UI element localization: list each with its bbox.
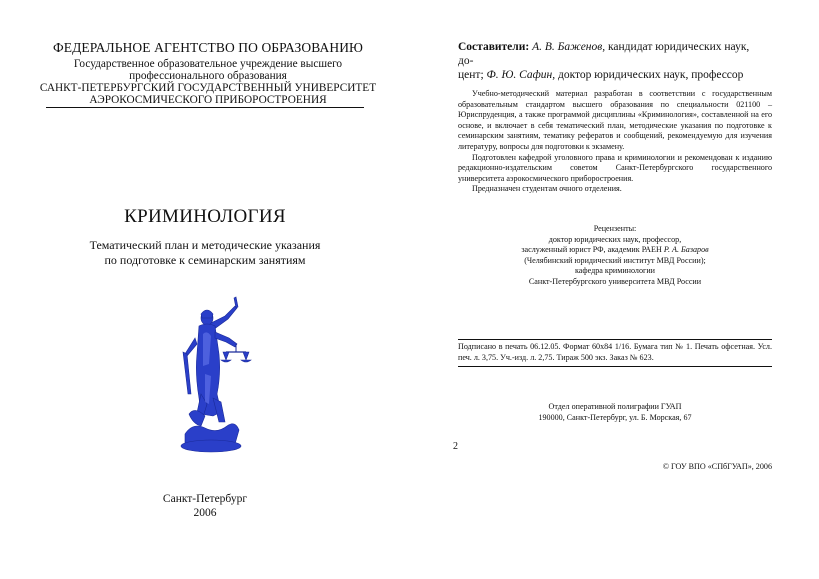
publication-city: Санкт-Петербург [162,493,248,505]
author-1-description-cont: цент; [458,69,487,81]
printshop-line-1: Отдел оперативной полиграфии ГУАП [548,402,682,411]
annotation-paragraph-3: Предназначен студентам очного отделения. [472,184,622,194]
subtitle-line-1: Тематический план и методические указания [89,238,321,252]
themis-statue-icon [165,294,255,454]
reviewer-line-1: доктор юридических наук, профессор, [548,234,682,244]
book-title: КРИМИНОЛОГИЯ [124,206,286,227]
print-imprint: Подписано в печать 06.12.05. Формат 60х84 1/16. Бумага тип № 1. Печать офсетная. Усл. печ. л. 3,75. Уч.-изд. л. 2,75. Тираж 500 экз. Заказ № 623. [458,339,772,367]
printshop-line-2: 190000, Санкт-Петербург, ул. Б. Морская, 67 [538,412,692,422]
subtitle-line-2: по подготовке к семинарским занятиям [104,253,306,267]
university-line-2: АЭРОКОСМИЧЕСКОГО ПРИБОРОСТРОЕНИЯ [89,94,327,106]
compilers-label: Составители: [458,41,530,53]
annotation-paragraph-1: Учебно-методический материал разработан в соответствии с государственным образовательным стандартом высшего образования по специальности 021100 – Юриспруденция, а также программой дисциплины «Криминология», составленной на его основе, и включает в себя тематический план, методические указания по подготовке к семинарским занятиям, тематику рефератов и сообщений, рекомендуемую для изучения литературу, вопросы для подготовки к экзамену. [458,89,772,151]
printshop-block [458,402,772,423]
author-1-name: А. В. Баженов, [532,41,606,53]
reviewer-line-4: кафедра криминологии [574,266,656,276]
reviewer-line-2-prefix: заслуженный юрист РФ, академик РАЕН [521,245,664,255]
book-subtitle [0,238,410,268]
publication-year: 2006 [193,507,217,519]
reviewer-line-5: Санкт-Петербургского университета МВД России [528,276,702,286]
university-line-1: САНКТ-ПЕТЕРБУРГСКИЙ ГОСУДАРСТВЕННЫЙ УНИВЕРСИТЕТ [39,82,377,94]
author-2-name: Ф. Ю. Сафин, [486,69,556,81]
institution-line-1: Государственное образовательное учреждение высшего [73,58,343,70]
compilers-block [458,40,758,82]
author-2-description: доктор юридических наук, профессор [555,69,744,81]
reviewers-label: Рецензенты: [593,224,637,233]
institution-line-2: профессионального образования [129,70,287,82]
reviewer-name: Р. А. Базаров [663,245,709,255]
imprint-page [410,0,819,579]
page-number: 2 [453,441,458,452]
reviewer-line-2 [458,245,772,256]
annotation-paragraph-2: Подготовлен кафедрой уголовного права и криминологии и рекомендован к изданию редакционно-издательским советом Санкт-Петербургского государственного университета аэрокосмического приборостроения. [458,152,772,183]
author-1-description: кандидат юридических наук, до- [458,41,750,67]
agency-name: ФЕДЕРАЛЬНОЕ АГЕНТСТВО ПО ОБРАЗОВАНИЮ [52,40,364,55]
annotation-block [458,89,772,195]
reviewer-line-3: (Челябинский юридический институт МВД России); [524,255,706,265]
reviewers-block [458,224,772,288]
header-divider [46,107,364,108]
copyright-notice: © ГОУ ВПО «СПбГУАП», 2006 [662,462,772,471]
